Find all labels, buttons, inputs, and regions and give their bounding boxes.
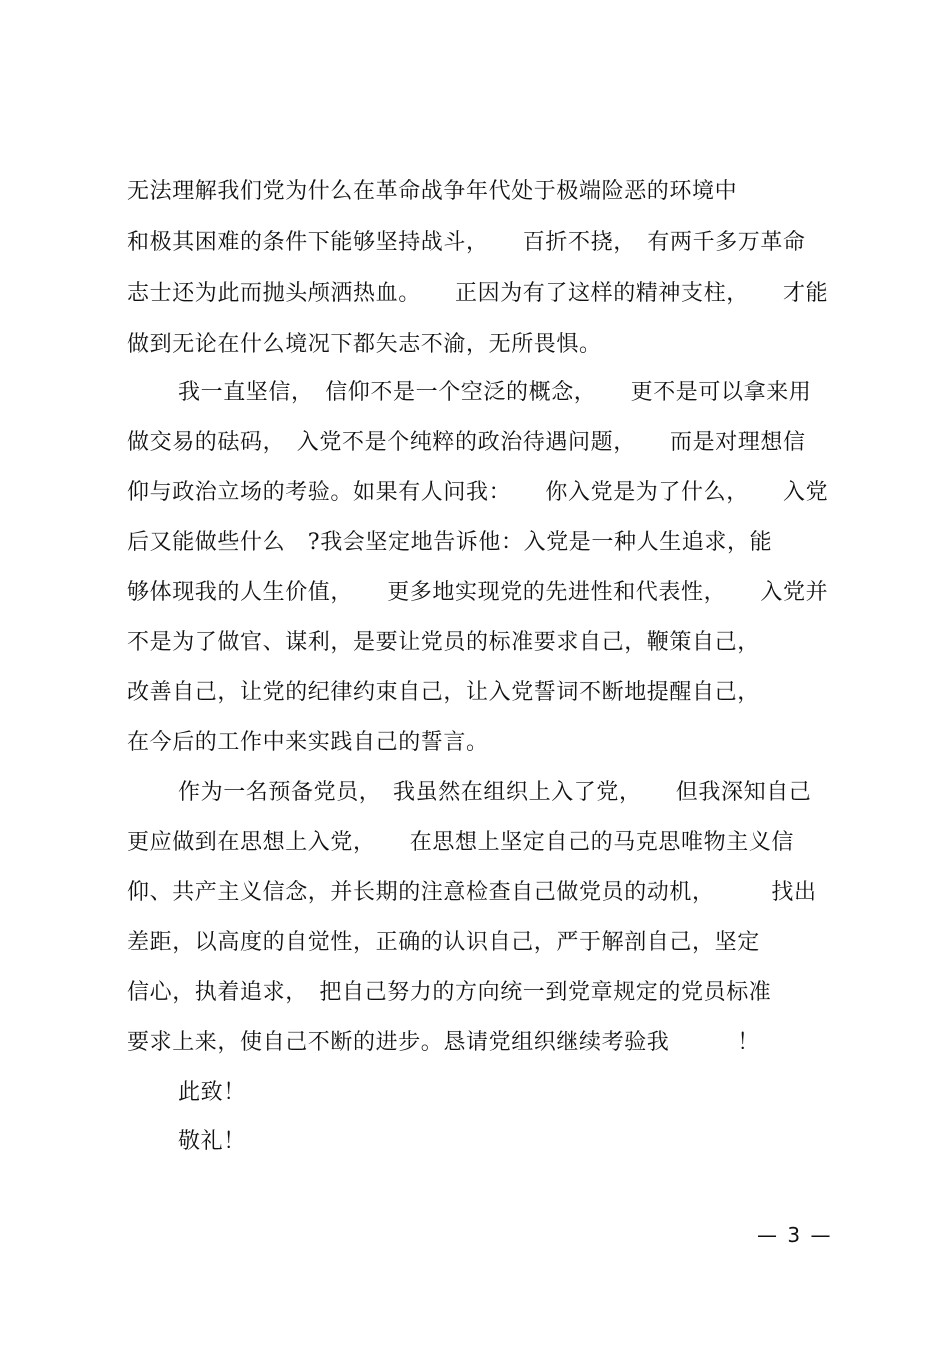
text-line: 信心，执着追求， 把自己努力的方向统一到党章规定的党员标准: [127, 980, 772, 1005]
text-line: 差距，以高度的自觉性，正确的认识自己，严于解剖自己，坚定: [127, 930, 760, 955]
text-line: 仰、共产主义信念，并长期的注意检查自己做党员的动机， 找出: [127, 880, 817, 905]
text-line: 我一直坚信， 信仰不是一个空泛的概念， 更不是可以拿来用: [178, 380, 812, 405]
page-number: — 3 —: [757, 1223, 833, 1247]
text-line: 作为一名预备党员， 我虽然在组织上入了党， 但我深知自己: [178, 780, 812, 805]
text-line: 和极其困难的条件下能够坚持战斗， 百折不挠， 有两千多万革命: [127, 230, 806, 255]
text-line: 后又能做些什么 ?我会坚定地告诉他：入党是一种人生追求，能: [127, 530, 773, 555]
text-line: 要求上来，使自己不断的进步。恳请党组织继续考验我 ！: [127, 1030, 760, 1055]
text-line: 仰与政治立场的考验。如果有人问我： 你入党是为了什么， 入党: [127, 480, 829, 505]
text-line: 志士还为此而抛头颅洒热血。 正因为有了这样的精神支柱， 才能: [127, 281, 829, 306]
text-line: 做交易的砝码， 入党不是个纯粹的政治待遇问题， 而是对理想信: [127, 430, 806, 455]
text-line: 改善自己，让党的纪律约束自己，让入党誓词不断地提醒自己，: [127, 680, 760, 705]
text-line: 够体现我的人生价值， 更多地实现党的先进性和代表性， 入党并: [127, 580, 829, 605]
text-line: 做到无论在什么境况下都矢志不渝，无所畏惧。: [127, 332, 602, 357]
closing-salutation: 此致！: [178, 1080, 246, 1105]
text-line: 在今后的工作中来实践自己的誓言。: [127, 730, 489, 755]
text-line: 更应做到在思想上入党， 在思想上坚定自己的马克思唯物主义信: [127, 830, 795, 855]
text-line: 不是为了做官、谋利，是要让党员的标准要求自己，鞭策自己，: [127, 630, 760, 655]
closing-regards: 敬礼！: [178, 1129, 246, 1154]
text-line: 无法理解我们党为什么在革命战争年代处于极端险恶的环境中: [127, 179, 738, 204]
